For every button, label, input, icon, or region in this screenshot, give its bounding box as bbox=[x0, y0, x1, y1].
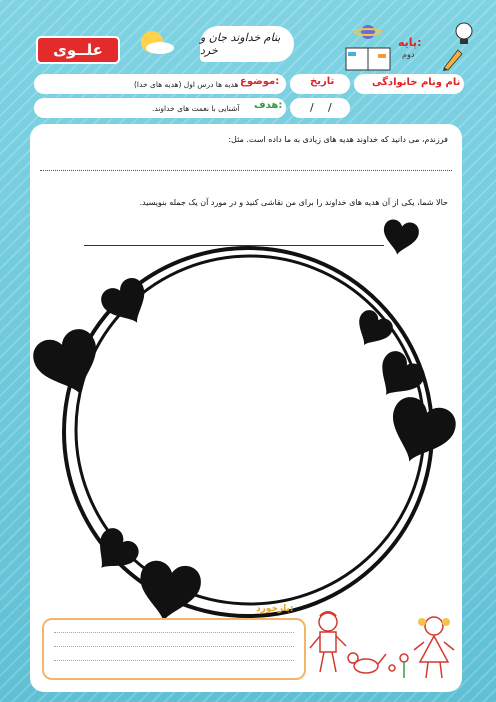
title-badge: بنام خداوند جان و خرد bbox=[200, 26, 294, 62]
subject-value: هدیه ها درس اول (هدیه های خدا) bbox=[134, 80, 239, 89]
goal-label: هدف: bbox=[254, 100, 283, 111]
heart-icon bbox=[97, 274, 157, 333]
heart-icon bbox=[380, 218, 421, 258]
date-slash-2: / bbox=[328, 101, 332, 114]
heart-icon bbox=[133, 558, 203, 626]
question-2: حالا شما، یکی از آن هدیه های خداوند را برای من نقاشی کنید و در مورد آن یک جمله بنویسید. bbox=[139, 198, 448, 207]
grade-value: دوم bbox=[402, 50, 415, 59]
flower-illustration bbox=[389, 654, 408, 678]
brand-logo: علــوی bbox=[36, 36, 120, 64]
kids-illustration bbox=[306, 608, 462, 694]
goal-value: آشنایی با نعمت های خداوند. bbox=[152, 104, 240, 113]
subject-label: موضوع: bbox=[240, 76, 280, 87]
feedback-label: بازخورد: bbox=[256, 604, 294, 614]
grade-label: پایه: bbox=[398, 36, 422, 49]
question-1: فرزندم، می دانید که خداوند هدیه های زیادی به ما داده است. مثل: bbox=[228, 135, 448, 144]
cat-illustration bbox=[348, 653, 386, 673]
date-label: تاریخ bbox=[310, 76, 335, 87]
name-label: نام ونام خانوادگی bbox=[372, 77, 461, 88]
date-slash-1: / bbox=[310, 101, 314, 114]
feedback-box[interactable] bbox=[42, 618, 306, 680]
